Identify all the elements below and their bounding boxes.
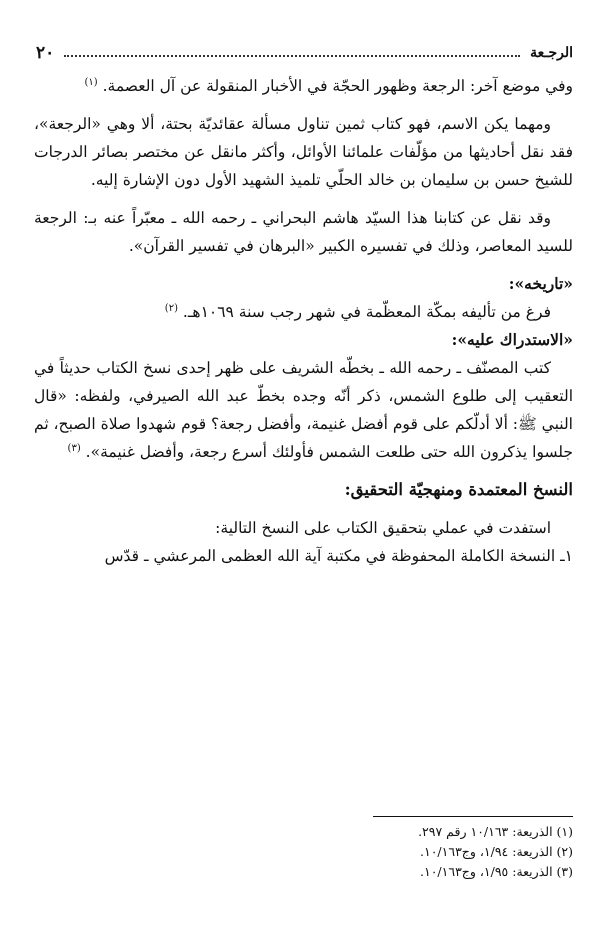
page-header	[36, 42, 573, 64]
main-text	[34, 72, 573, 570]
footnote-ref: (٢)	[164, 302, 178, 314]
section-title: النسخ المعتمدة ومنهجيّة التحقيق:	[344, 480, 573, 499]
footnote: (٢) الذريعة: ١/٩٤، وج١٠/١٦٣.	[420, 844, 573, 859]
footnote-separator	[373, 816, 573, 817]
section-intro: استفدت في عملي بتحقيق الكتاب على النسخ التالية:	[215, 519, 551, 537]
running-title: الرجـعة	[530, 45, 573, 61]
footnote-ref: (٣)	[67, 442, 81, 454]
paragraph: وقد نقل عن كتابنا هذا السيّد هاشم البحراني ـ رحمه الله ـ معبّراً عنه بـ: الرجعة للسيد المعاصر، وذلك في تفسيره الكبير «البرهان في تفسير القرآن».	[34, 209, 573, 255]
footnote: (١) الذريعة: ١٠/١٦٣ رقم ٢٩٧.	[418, 824, 573, 839]
heading-text: «تاريخه»:	[508, 274, 573, 293]
history-heading	[34, 270, 573, 298]
page-number: ٢٠	[36, 43, 55, 63]
footnote: (٣) الذريعة: ١/٩٥، وج١٠/١٦٣.	[420, 864, 573, 879]
history-text	[34, 298, 573, 326]
heading-text: «الاستدراك عليه»:	[451, 330, 573, 349]
footnote-ref: (١)	[84, 76, 98, 88]
list-item: ١ـ النسخة الكاملة المحفوظة في مكتبة آية الله العظمى المرعشي ـ قدّس	[104, 547, 573, 565]
header-dotted-rule	[64, 55, 520, 57]
paragraph-text: كتب المصنّف ـ رحمه الله ـ بخطّه الشريف على ظهر إحدى نسخ الكتاب حديثاً في التعقيب إلى طلوع الشمس، ذكر أنّه وجده بخطّ عبد الله الصيرفي، ولفظه: «قال النبي ﷺ: ألا أدلّكم على قوم أفضل غنيمة، وأفضل رجعة؟ قوم شهدوا صلاة الصبح، ثم جلسوا يذكرون الله حتى طلعت الشمس فأولئك أسرع رجعة، وأفضل غنيمة».	[34, 359, 573, 461]
paragraph-text: فرغ من تأليفه بمكّة المعظّمة في شهر رجب سنة ١٠٦٩هـ.	[182, 303, 551, 321]
addendum-heading	[34, 326, 573, 354]
paragraph	[34, 72, 573, 100]
addendum-text	[34, 354, 573, 466]
paragraph-text: وفي موضع آخر: الرجعة وظهور الحجّة في الأخبار المنقولة عن آل العصمة.	[102, 77, 573, 95]
paragraph: ومهما يكن الاسم، فهو كتاب ثمين تناول مسألة عقائديّة بحتة، ألا وهي «الرجعة»، فقد نقل أحاديثها من مؤلّفات علمائنا الأوائل، وأكثر مانقل عن مختصر بصائر الدرجات للشيخ حسن بن سليمان بن خالد الحلّي تلميذ الشهيد الأول دون الإشارة إليه.	[34, 115, 573, 189]
footnotes	[36, 822, 573, 882]
